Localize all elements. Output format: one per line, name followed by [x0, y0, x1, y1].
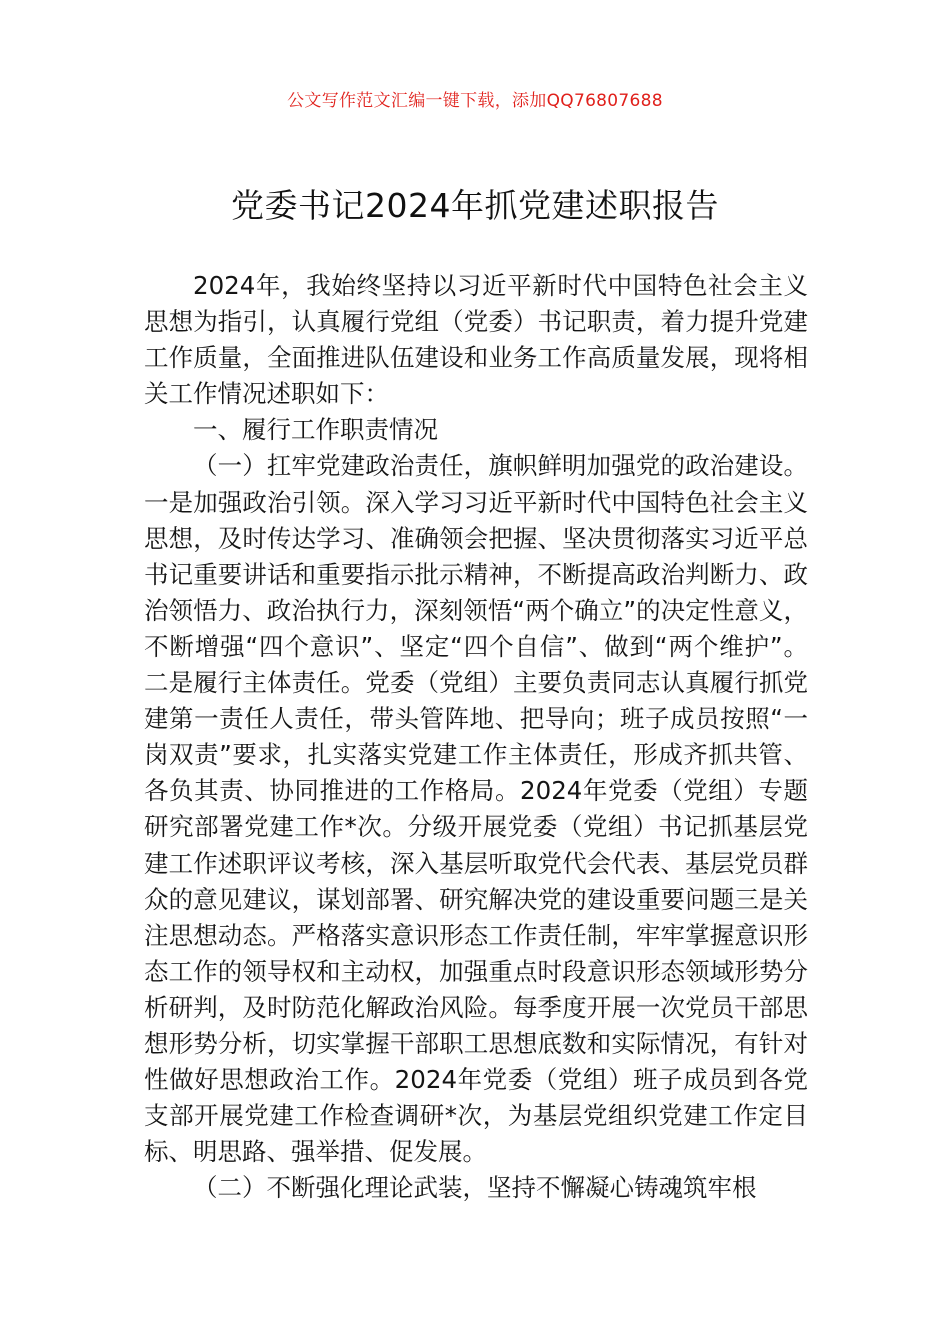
- section-heading: 一、履行工作职责情况: [193, 415, 438, 445]
- header-promo-note: 公文写作范文汇编一键下载，添加QQ76807688: [287, 91, 663, 111]
- document-body: [144, 268, 808, 1206]
- intro-paragraph: 2024年，我始终坚持以习近平新时代中国特色社会主义思想为指引，认真履行党组（党委）书记职责，着力提升党建工作质量，全面推进队伍建设和业务工作高质量发展，现将相关工作情况述职如下：: [144, 271, 808, 409]
- body-paragraph: （二）不断强化理论武装，坚持不懈凝心铸魂筑牢根: [193, 1173, 757, 1203]
- body-paragraph: （一）扛牢党建政治责任，旗帜鲜明加强党的政治建设。一是加强政治引领。深入学习习近平新时代中国特色社会主义思想，及时传达学习、准确领会把握、坚决贯彻落实习近平总书记重要讲话和重要指示批示精神，不断提高政治判断力、政治领悟力、政治执行力，深刻领悟“两个确立”的决定性意义，不断增强“四个意识”、坚定“四个自信”、做到“两个维护”。二是履行主体责任。党委（党组）主要负责同志认真履行抓党建第一责任人责任，带头管阵地、把导向；班子成员按照“一岗双责”要求，扎实落实党建工作主体责任，形成齐抓共管、各负其责、协同推进的工作格局。2024年党委（党组）专题研究部署党建工作*次。分级开展党委（党组）书记抓基层党建工作述职评议考核，深入基层听取党代会代表、基层党员群众的意见建议，谋划部署、研究解决党的建设重要问题三是关注思想动态。严格落实意识形态工作责任制，牢牢掌握意识形态工作的领导权和主动权，加强重点时段意识形态领域形势分析研判，及时防范化解政治风险。每季度开展一次党员干部思想形势分析，切实掌握干部职工思想底数和实际情况，有针对性做好思想政治工作。2024年党委（党组）班子成员到各党支部开展党建工作检查调研*次，为基层党组织党建工作定目标、明思路、强举措、促发展。: [144, 451, 808, 1167]
- page-title: 党委书记2024年抓党建述职报告: [231, 186, 719, 225]
